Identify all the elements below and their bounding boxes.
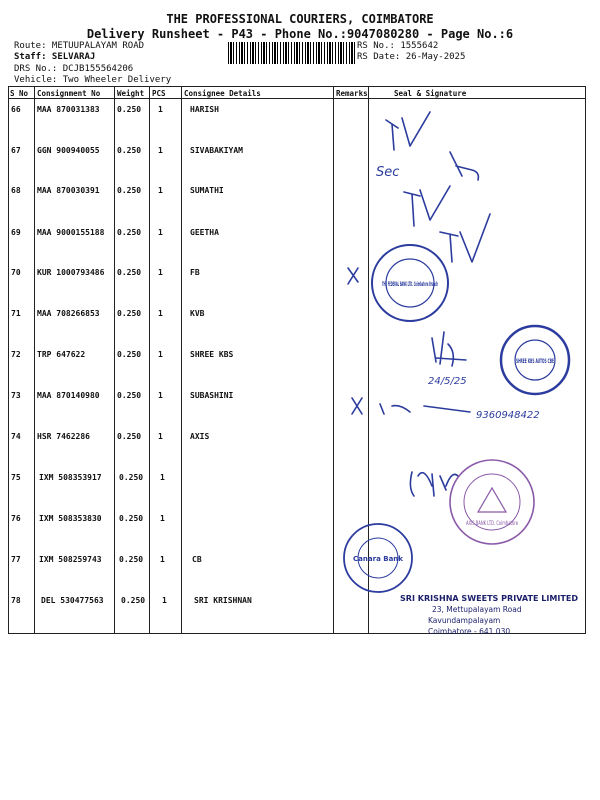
- row-weight: 0.250: [117, 391, 142, 400]
- row-sno: 68: [11, 186, 21, 195]
- row-consignment: HSR 7462286: [37, 432, 90, 441]
- signature-row68: [404, 186, 450, 226]
- col-sno: S No: [10, 89, 29, 98]
- mark-row73: [352, 398, 470, 414]
- row-sno: 78: [11, 596, 21, 605]
- company-title: THE PROFESSIONAL COURIERS, COIMBATORE: [166, 12, 434, 26]
- row-weight: 0.250: [117, 309, 142, 318]
- row-sno: 73: [11, 391, 21, 400]
- col-remarks: Remarks: [336, 89, 368, 98]
- row-consignee: SIVABAKIYAM: [190, 146, 243, 155]
- row-pcs: 1: [158, 228, 163, 237]
- row-sno: 77: [11, 555, 21, 564]
- signature-row67: [450, 152, 478, 180]
- row-pcs: 1: [158, 309, 163, 318]
- rs-date: RS Date: 26-May-2025: [357, 52, 466, 62]
- row-weight: 0.250: [117, 228, 142, 237]
- col-seal-signature: Seal & Signature: [394, 89, 467, 98]
- row-pcs: 1: [158, 186, 163, 195]
- axis-bank-stamp: [450, 460, 534, 544]
- vehicle-label: Vehicle: Two Wheeler Delivery: [14, 75, 172, 85]
- row-weight: 0.250: [119, 555, 144, 564]
- row-consignee: CB: [192, 555, 202, 564]
- shree-kbs-stamp: [501, 326, 569, 394]
- row-consignee: GEETHA: [190, 228, 219, 237]
- col-consignee: Consignee Details: [184, 89, 261, 98]
- row-consignee: SUMATHI: [190, 186, 224, 195]
- row-consignment: TRP 647622: [37, 350, 86, 359]
- rs-number: RS No.: 1555642: [357, 41, 439, 51]
- row-sno: 66: [11, 105, 21, 114]
- row-weight: 0.250: [117, 105, 142, 114]
- row-pcs: 1: [158, 146, 163, 155]
- col-consignment: Consignment No: [37, 89, 101, 98]
- sri-krishna-stamp: [400, 594, 578, 636]
- row-consignment: DEL 530477563: [41, 596, 104, 605]
- row-consignment: MAA 708266853: [37, 309, 100, 318]
- row-pcs: 1: [158, 105, 163, 114]
- row-pcs: 1: [158, 432, 163, 441]
- row-sno: 74: [11, 432, 21, 441]
- row-consignee: AXIS: [190, 432, 210, 441]
- row-pcs: 1: [158, 350, 163, 359]
- row-consignment: KUR 1000793486: [37, 268, 105, 277]
- row-consignment: IXM 508353917: [39, 473, 102, 482]
- row-sno: 71: [11, 309, 21, 318]
- runsheet-subtitle: Delivery Runsheet - P43 - Phone No.:9047080280 - Page No.:6: [86, 27, 514, 41]
- row-consignment: IXM 508353830: [39, 514, 102, 523]
- row-sno: 70: [11, 268, 21, 277]
- sri-krishna-stamp-addr3: Coimbatore - 641 030: [428, 627, 511, 636]
- row-consignment: IXM 508259743: [39, 555, 102, 564]
- row-consignee: FB: [190, 268, 200, 277]
- row-pcs: 1: [160, 514, 165, 523]
- federal-bank-stamp-text: THE FEDERAL BANK LTD. Coimbatore Branch: [382, 280, 439, 288]
- row-weight: 0.250: [119, 473, 144, 482]
- signature-row66: [386, 112, 430, 150]
- row-sno: 76: [11, 514, 21, 523]
- row-sno: 69: [11, 228, 21, 237]
- row-consignee: HARISH: [190, 105, 219, 114]
- row-pcs: 1: [160, 555, 165, 564]
- signature-row69: [440, 214, 490, 262]
- canara-bank-stamp-text: Canara Bank: [353, 555, 403, 563]
- row-weight: 0.250: [117, 146, 142, 155]
- mark-row70: [348, 268, 358, 284]
- route-label: Route: METUUPALAYAM ROAD: [14, 41, 145, 51]
- row-sno: 72: [11, 350, 21, 359]
- row-consignee: KVB: [190, 309, 205, 318]
- row-weight: 0.250: [117, 186, 142, 195]
- handwriting-row73-phone: 9360948422: [476, 410, 540, 421]
- sri-krishna-stamp-addr2: Kavundampalayam: [428, 616, 501, 625]
- row-weight: 0.250: [117, 268, 142, 277]
- row-weight: 0.250: [121, 596, 146, 605]
- signature-row72: [432, 332, 466, 366]
- staff-label: Staff: SELVARAJ: [14, 52, 96, 62]
- row-pcs: 1: [162, 596, 167, 605]
- handwriting-row67: Sec: [376, 165, 400, 180]
- row-weight: 0.250: [117, 350, 142, 359]
- col-pcs: PCS: [152, 89, 166, 98]
- row-consignee: SRI KRISHNAN: [194, 596, 252, 605]
- sri-krishna-stamp-title: SRI KRISHNA SWEETS PRIVATE LIMITED: [400, 594, 579, 603]
- canara-bank-stamp: [344, 524, 412, 592]
- drs-label: DRS No.: DCJB155564206: [14, 64, 134, 74]
- row-consignee: SHREE KBS: [190, 350, 234, 359]
- row-consignment: MAA 870140980: [37, 391, 100, 400]
- shree-kbs-stamp-text: SHREE KBS AUTOS CBE: [516, 357, 554, 365]
- row-weight: 0.250: [117, 432, 142, 441]
- row-sno: 75: [11, 473, 21, 482]
- row-consignment: GGN 900940055: [37, 146, 100, 155]
- sri-krishna-stamp-addr1: 23, Mettupalayam Road: [432, 605, 522, 614]
- col-weight: Weight: [117, 89, 145, 98]
- federal-bank-stamp: [372, 245, 448, 321]
- row-pcs: 1: [160, 473, 165, 482]
- row-consignment: MAA 9000155188: [37, 228, 105, 237]
- handwriting-row72-date: 24/5/25: [428, 376, 467, 387]
- row-pcs: 1: [158, 268, 163, 277]
- row-consignee: SUBASHINI: [190, 391, 234, 400]
- row-weight: 0.250: [119, 514, 144, 523]
- row-consignment: MAA 870031383: [37, 105, 100, 114]
- row-consignment: MAA 870030391: [37, 186, 100, 195]
- row-pcs: 1: [158, 391, 163, 400]
- axis-bank-stamp-text: AXIS BANK LTD. Coimbatore: [466, 520, 519, 527]
- row-sno: 67: [11, 146, 21, 155]
